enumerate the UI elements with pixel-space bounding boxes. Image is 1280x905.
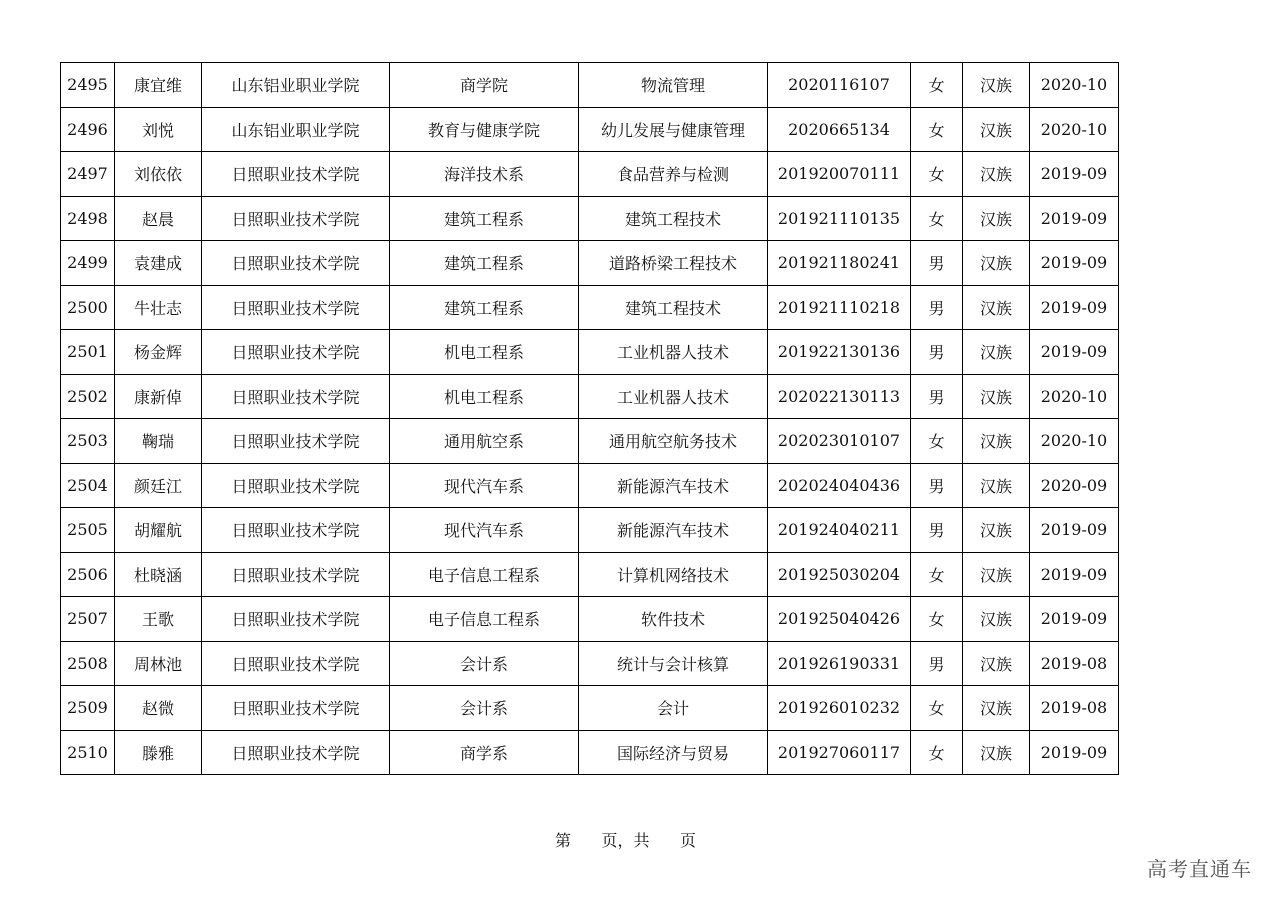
cell-school: 山东铝业职业学院 bbox=[202, 63, 390, 108]
cell-school: 日照职业技术学院 bbox=[202, 552, 390, 597]
cell-major: 新能源汽车技术 bbox=[579, 463, 768, 508]
cell-enroll-date: 2019-09 bbox=[1030, 196, 1119, 241]
cell-seq-no: 2506 bbox=[61, 552, 115, 597]
cell-school: 日照职业技术学院 bbox=[202, 241, 390, 286]
cell-student-id: 201921110218 bbox=[768, 285, 911, 330]
table-row bbox=[61, 374, 1119, 419]
cell-enroll-date: 2019-09 bbox=[1030, 285, 1119, 330]
cell-seq-no: 2509 bbox=[61, 686, 115, 731]
cell-department: 商学院 bbox=[390, 63, 579, 108]
student-roster-table bbox=[60, 62, 1119, 775]
cell-student-name: 胡耀航 bbox=[115, 508, 202, 553]
cell-school: 日照职业技术学院 bbox=[202, 730, 390, 775]
cell-major: 国际经济与贸易 bbox=[579, 730, 768, 775]
cell-gender: 男 bbox=[911, 241, 963, 286]
cell-ethnicity: 汉族 bbox=[963, 552, 1030, 597]
cell-student-id: 201927060117 bbox=[768, 730, 911, 775]
cell-enroll-date: 2019-09 bbox=[1030, 730, 1119, 775]
cell-student-id: 202022130113 bbox=[768, 374, 911, 419]
cell-ethnicity: 汉族 bbox=[963, 641, 1030, 686]
cell-student-name: 袁建成 bbox=[115, 241, 202, 286]
cell-department: 商学系 bbox=[390, 730, 579, 775]
cell-student-id: 2020116107 bbox=[768, 63, 911, 108]
watermark-logo: 高考直通车 bbox=[1147, 857, 1252, 881]
cell-gender: 女 bbox=[911, 552, 963, 597]
table-row bbox=[61, 63, 1119, 108]
cell-seq-no: 2500 bbox=[61, 285, 115, 330]
cell-enroll-date: 2019-09 bbox=[1030, 552, 1119, 597]
cell-student-name: 刘依依 bbox=[115, 152, 202, 197]
table-row bbox=[61, 285, 1119, 330]
cell-department: 建筑工程系 bbox=[390, 241, 579, 286]
cell-gender: 男 bbox=[911, 463, 963, 508]
cell-department: 现代汽车系 bbox=[390, 463, 579, 508]
cell-student-name: 王歌 bbox=[115, 597, 202, 642]
cell-seq-no: 2507 bbox=[61, 597, 115, 642]
cell-enroll-date: 2019-09 bbox=[1030, 508, 1119, 553]
cell-ethnicity: 汉族 bbox=[963, 330, 1030, 375]
cell-ethnicity: 汉族 bbox=[963, 374, 1030, 419]
cell-gender: 女 bbox=[911, 730, 963, 775]
cell-enroll-date: 2019-09 bbox=[1030, 241, 1119, 286]
cell-enroll-date: 2019-08 bbox=[1030, 686, 1119, 731]
cell-gender: 男 bbox=[911, 641, 963, 686]
cell-gender: 男 bbox=[911, 374, 963, 419]
cell-ethnicity: 汉族 bbox=[963, 597, 1030, 642]
cell-seq-no: 2496 bbox=[61, 107, 115, 152]
cell-ethnicity: 汉族 bbox=[963, 508, 1030, 553]
cell-gender: 女 bbox=[911, 419, 963, 464]
cell-seq-no: 2499 bbox=[61, 241, 115, 286]
table-row bbox=[61, 597, 1119, 642]
cell-student-name: 杜晓涵 bbox=[115, 552, 202, 597]
cell-school: 日照职业技术学院 bbox=[202, 641, 390, 686]
cell-gender: 女 bbox=[911, 107, 963, 152]
table-row bbox=[61, 330, 1119, 375]
cell-major: 建筑工程技术 bbox=[579, 285, 768, 330]
table-row bbox=[61, 730, 1119, 775]
cell-major: 统计与会计核算 bbox=[579, 641, 768, 686]
cell-student-name: 赵晨 bbox=[115, 196, 202, 241]
cell-department: 电子信息工程系 bbox=[390, 552, 579, 597]
cell-school: 日照职业技术学院 bbox=[202, 330, 390, 375]
cell-seq-no: 2498 bbox=[61, 196, 115, 241]
cell-student-id: 201921110135 bbox=[768, 196, 911, 241]
cell-student-id: 201926190331 bbox=[768, 641, 911, 686]
cell-ethnicity: 汉族 bbox=[963, 107, 1030, 152]
cell-enroll-date: 2019-09 bbox=[1030, 597, 1119, 642]
table-row bbox=[61, 107, 1119, 152]
cell-department: 机电工程系 bbox=[390, 374, 579, 419]
cell-gender: 女 bbox=[911, 63, 963, 108]
table-row bbox=[61, 241, 1119, 286]
cell-student-id: 201925040426 bbox=[768, 597, 911, 642]
cell-department: 会计系 bbox=[390, 686, 579, 731]
cell-student-name: 滕雅 bbox=[115, 730, 202, 775]
cell-major: 通用航空航务技术 bbox=[579, 419, 768, 464]
cell-department: 建筑工程系 bbox=[390, 285, 579, 330]
cell-gender: 女 bbox=[911, 196, 963, 241]
cell-enroll-date: 2019-08 bbox=[1030, 641, 1119, 686]
cell-student-name: 鞠瑞 bbox=[115, 419, 202, 464]
cell-enroll-date: 2020-10 bbox=[1030, 107, 1119, 152]
cell-school: 日照职业技术学院 bbox=[202, 285, 390, 330]
cell-department: 会计系 bbox=[390, 641, 579, 686]
cell-gender: 男 bbox=[911, 285, 963, 330]
cell-student-name: 康新倬 bbox=[115, 374, 202, 419]
cell-enroll-date: 2019-09 bbox=[1030, 152, 1119, 197]
cell-seq-no: 2495 bbox=[61, 63, 115, 108]
cell-ethnicity: 汉族 bbox=[963, 152, 1030, 197]
cell-student-id: 201926010232 bbox=[768, 686, 911, 731]
cell-major: 物流管理 bbox=[579, 63, 768, 108]
cell-student-id: 201924040211 bbox=[768, 508, 911, 553]
cell-student-id: 2020665134 bbox=[768, 107, 911, 152]
cell-department: 现代汽车系 bbox=[390, 508, 579, 553]
cell-student-name: 牛壮志 bbox=[115, 285, 202, 330]
table-body bbox=[61, 63, 1119, 775]
cell-student-name: 刘悦 bbox=[115, 107, 202, 152]
cell-major: 新能源汽车技术 bbox=[579, 508, 768, 553]
cell-student-name: 赵微 bbox=[115, 686, 202, 731]
cell-student-id: 201921180241 bbox=[768, 241, 911, 286]
cell-school: 日照职业技术学院 bbox=[202, 597, 390, 642]
cell-school: 日照职业技术学院 bbox=[202, 419, 390, 464]
cell-seq-no: 2497 bbox=[61, 152, 115, 197]
cell-gender: 女 bbox=[911, 152, 963, 197]
cell-enroll-date: 2020-10 bbox=[1030, 374, 1119, 419]
cell-ethnicity: 汉族 bbox=[963, 285, 1030, 330]
cell-gender: 男 bbox=[911, 508, 963, 553]
cell-student-id: 201920070111 bbox=[768, 152, 911, 197]
cell-student-id: 202024040436 bbox=[768, 463, 911, 508]
cell-enroll-date: 2020-10 bbox=[1030, 419, 1119, 464]
cell-major: 计算机网络技术 bbox=[579, 552, 768, 597]
cell-gender: 女 bbox=[911, 597, 963, 642]
cell-enroll-date: 2019-09 bbox=[1030, 330, 1119, 375]
cell-seq-no: 2502 bbox=[61, 374, 115, 419]
cell-department: 电子信息工程系 bbox=[390, 597, 579, 642]
cell-major: 工业机器人技术 bbox=[579, 374, 768, 419]
cell-department: 机电工程系 bbox=[390, 330, 579, 375]
cell-school: 日照职业技术学院 bbox=[202, 152, 390, 197]
cell-student-id: 202023010107 bbox=[768, 419, 911, 464]
cell-school: 日照职业技术学院 bbox=[202, 508, 390, 553]
cell-ethnicity: 汉族 bbox=[963, 196, 1030, 241]
cell-department: 通用航空系 bbox=[390, 419, 579, 464]
cell-school: 山东铝业职业学院 bbox=[202, 107, 390, 152]
cell-ethnicity: 汉族 bbox=[963, 463, 1030, 508]
table-row bbox=[61, 686, 1119, 731]
cell-ethnicity: 汉族 bbox=[963, 63, 1030, 108]
cell-seq-no: 2508 bbox=[61, 641, 115, 686]
cell-department: 教育与健康学院 bbox=[390, 107, 579, 152]
cell-major: 食品营养与检测 bbox=[579, 152, 768, 197]
cell-gender: 男 bbox=[911, 330, 963, 375]
cell-student-id: 201922130136 bbox=[768, 330, 911, 375]
cell-student-name: 颜廷江 bbox=[115, 463, 202, 508]
cell-major: 工业机器人技术 bbox=[579, 330, 768, 375]
cell-major: 建筑工程技术 bbox=[579, 196, 768, 241]
cell-student-name: 周林池 bbox=[115, 641, 202, 686]
table-row bbox=[61, 152, 1119, 197]
cell-seq-no: 2510 bbox=[61, 730, 115, 775]
cell-department: 建筑工程系 bbox=[390, 196, 579, 241]
cell-major: 会计 bbox=[579, 686, 768, 731]
table-row bbox=[61, 508, 1119, 553]
cell-enroll-date: 2020-10 bbox=[1030, 63, 1119, 108]
cell-school: 日照职业技术学院 bbox=[202, 463, 390, 508]
cell-school: 日照职业技术学院 bbox=[202, 686, 390, 731]
table-row bbox=[61, 419, 1119, 464]
cell-major: 道路桥梁工程技术 bbox=[579, 241, 768, 286]
cell-ethnicity: 汉族 bbox=[963, 686, 1030, 731]
cell-enroll-date: 2020-09 bbox=[1030, 463, 1119, 508]
cell-student-id: 201925030204 bbox=[768, 552, 911, 597]
table-row bbox=[61, 196, 1119, 241]
cell-major: 软件技术 bbox=[579, 597, 768, 642]
cell-ethnicity: 汉族 bbox=[963, 730, 1030, 775]
cell-seq-no: 2503 bbox=[61, 419, 115, 464]
cell-school: 日照职业技术学院 bbox=[202, 196, 390, 241]
cell-ethnicity: 汉族 bbox=[963, 419, 1030, 464]
cell-student-name: 康宜维 bbox=[115, 63, 202, 108]
cell-seq-no: 2505 bbox=[61, 508, 115, 553]
cell-department: 海洋技术系 bbox=[390, 152, 579, 197]
table-row bbox=[61, 641, 1119, 686]
cell-ethnicity: 汉族 bbox=[963, 241, 1030, 286]
cell-major: 幼儿发展与健康管理 bbox=[579, 107, 768, 152]
table-row bbox=[61, 552, 1119, 597]
cell-student-name: 杨金辉 bbox=[115, 330, 202, 375]
cell-seq-no: 2504 bbox=[61, 463, 115, 508]
cell-school: 日照职业技术学院 bbox=[202, 374, 390, 419]
page-footer: 第 页，共 页 bbox=[555, 831, 697, 850]
table-row bbox=[61, 463, 1119, 508]
cell-seq-no: 2501 bbox=[61, 330, 115, 375]
cell-gender: 女 bbox=[911, 686, 963, 731]
